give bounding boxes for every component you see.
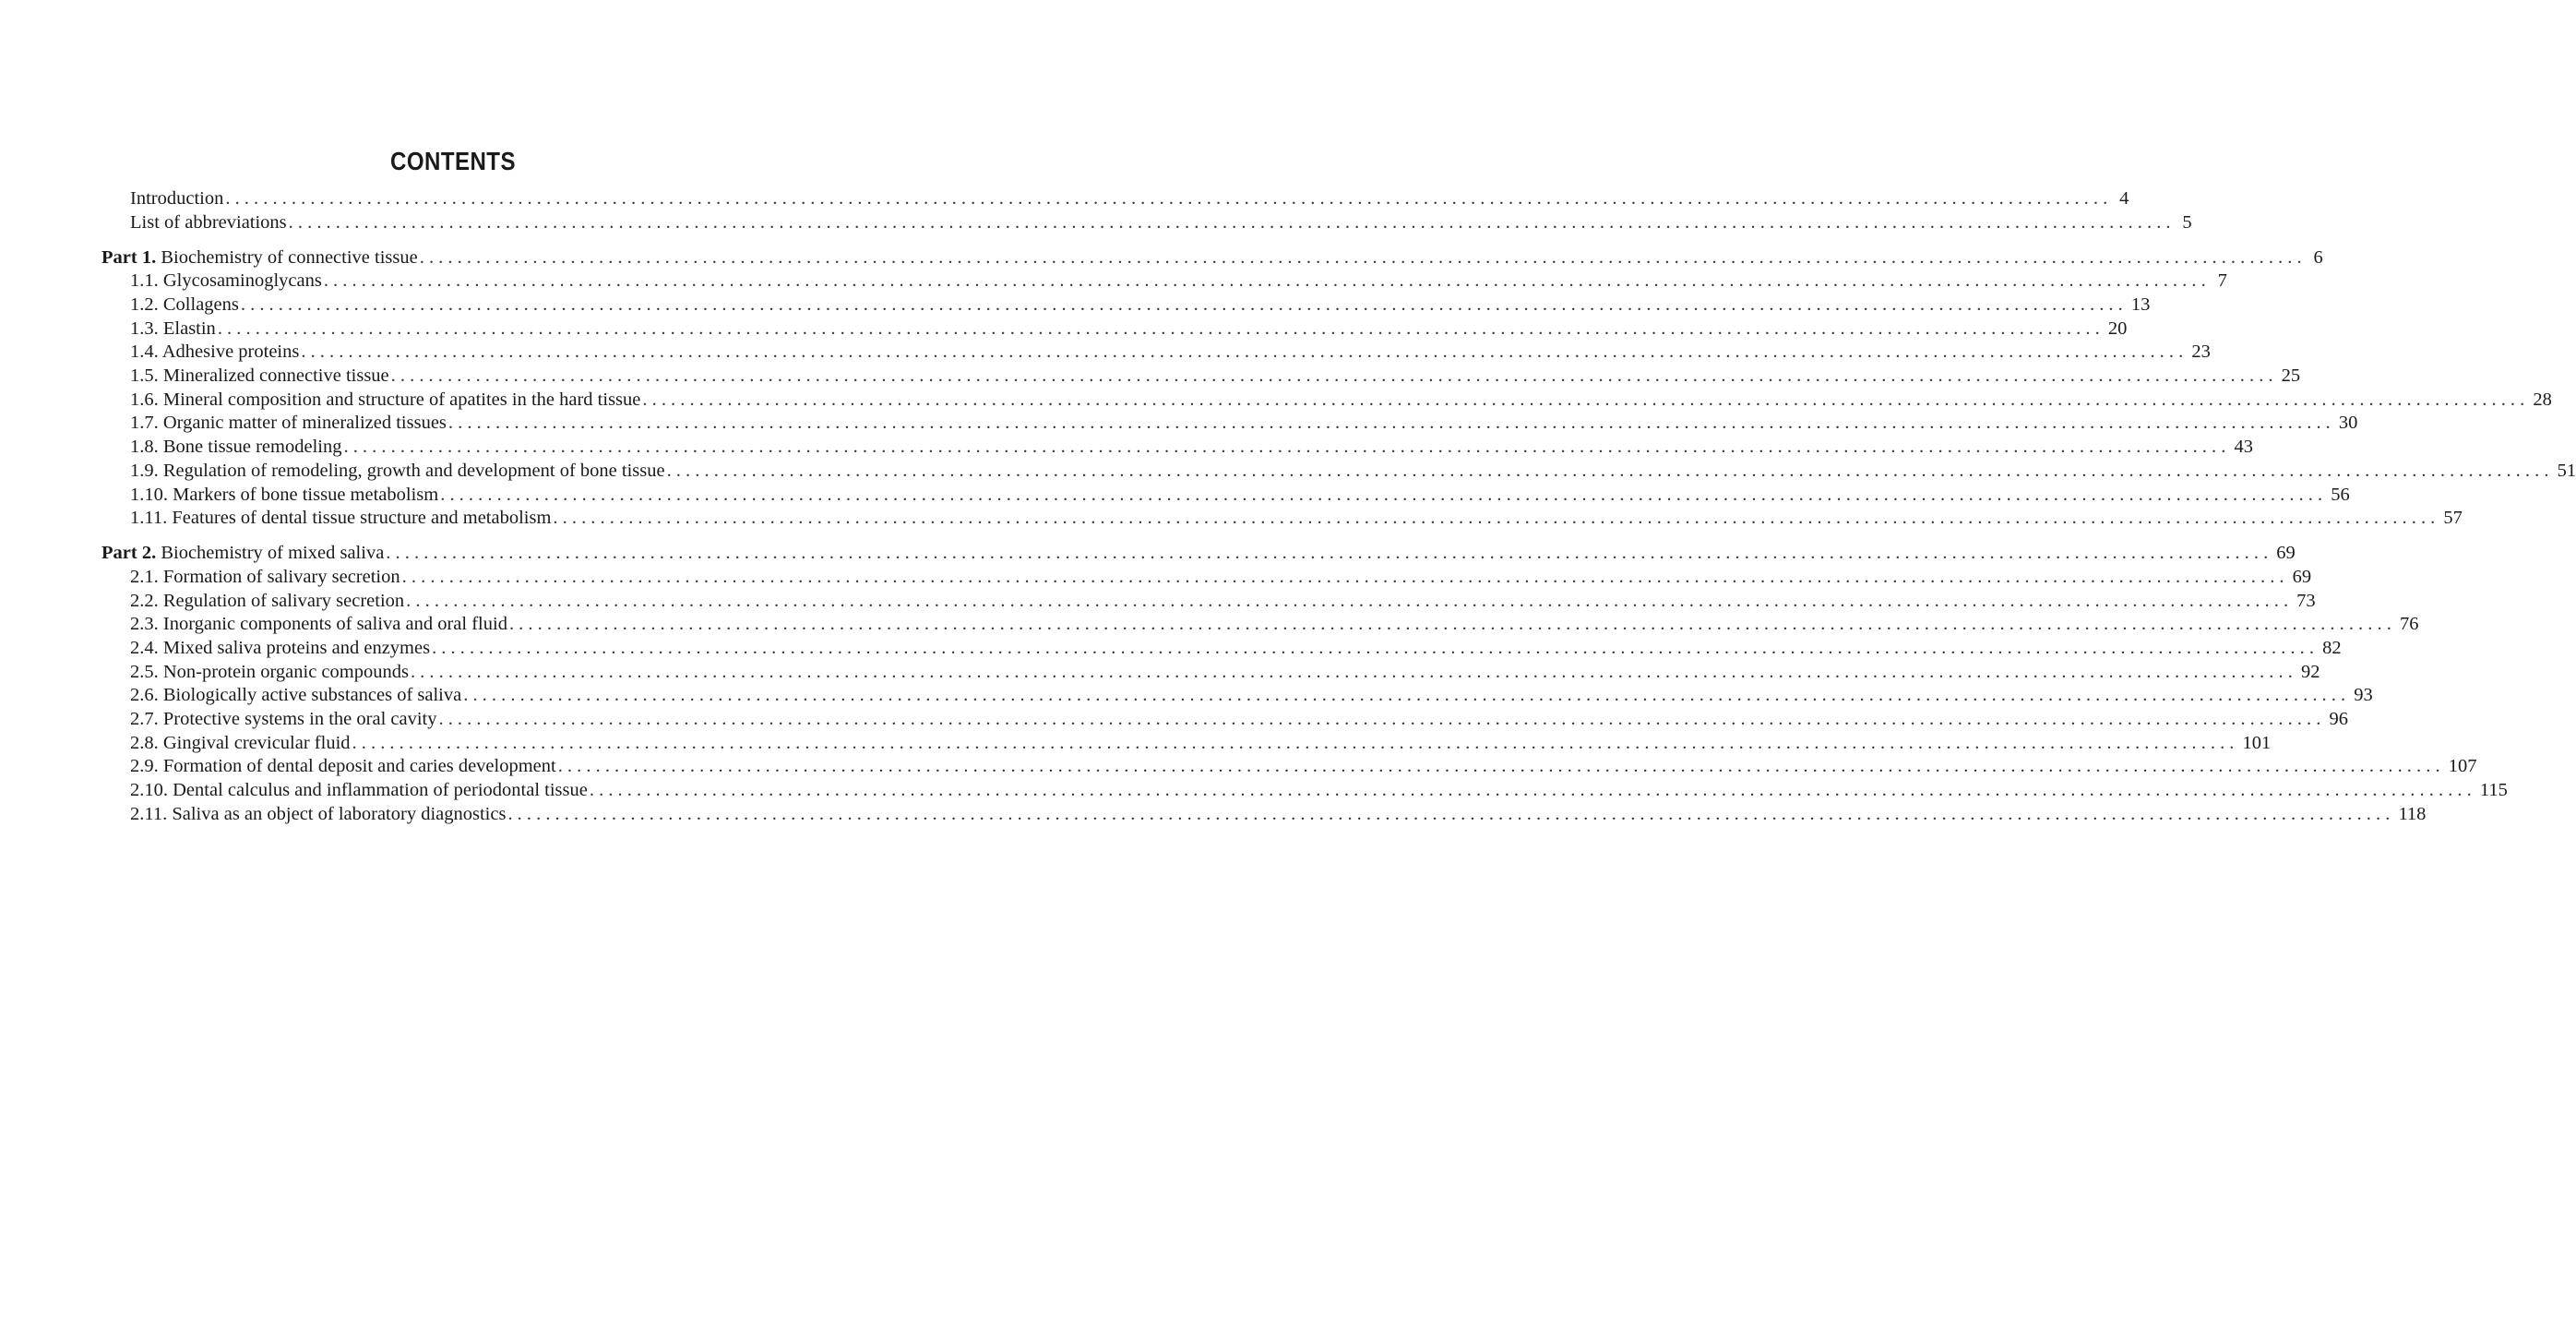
dot-leader: ........................................................................................................................................................................................................ bbox=[217, 318, 2105, 339]
toc-entry-label: 2.2. Regulation of salivary secretion bbox=[130, 590, 405, 611]
toc-entry[interactable] bbox=[101, 803, 2427, 827]
toc-entry-label: 1.10. Markers of bone tissue metabolism bbox=[130, 484, 439, 505]
toc-entry[interactable] bbox=[101, 708, 2348, 732]
toc-page-number: 6 bbox=[2313, 246, 2323, 268]
dot-leader: ........................................................................................................................................................................................................ bbox=[390, 365, 2278, 387]
toc-entry-label: 2.8. Gingival crevicular fluid bbox=[130, 732, 351, 753]
toc-page-number: 92 bbox=[2300, 661, 2320, 682]
toc-entry-label: 1.3. Elastin bbox=[130, 318, 216, 339]
toc-page-number: 96 bbox=[2329, 709, 2348, 730]
toc-page-number: 43 bbox=[2234, 437, 2253, 458]
toc-page-number: 73 bbox=[2296, 590, 2316, 611]
toc-entry-label: 1.1. Glycosaminoglycans bbox=[130, 270, 322, 292]
part-number: Part 2. bbox=[101, 543, 157, 564]
toc-entry[interactable] bbox=[101, 779, 2508, 803]
toc-entry-label: 1.4. Adhesive proteins bbox=[130, 341, 300, 363]
toc-entry-label: Part 1. Biochemistry of connective tissue bbox=[101, 246, 418, 268]
toc-entry-label: 1.11. Features of dental tissue structure and metabolism bbox=[130, 508, 552, 529]
dot-leader: ........................................................................................................................................................................................................ bbox=[507, 803, 2395, 824]
toc-entry-label: 1.6. Mineral composition and structure of apatites in the hard tissue bbox=[130, 389, 641, 410]
toc-entry[interactable] bbox=[101, 460, 2576, 484]
dot-leader: ........................................................................................................................................................................................................ bbox=[432, 637, 2320, 658]
toc-entry[interactable] bbox=[101, 684, 2373, 708]
toc-page-number: 51 bbox=[2557, 460, 2576, 481]
toc-entry-label: 1.8. Bone tissue remodeling bbox=[130, 437, 342, 458]
toc-entry[interactable] bbox=[101, 613, 2419, 637]
page-title: CONTENTS bbox=[390, 147, 516, 175]
dot-leader: ........................................................................................................................................................................................................ bbox=[438, 709, 2326, 730]
toc-entry[interactable] bbox=[101, 294, 2151, 318]
dot-leader: ........................................................................................................................................................................................................ bbox=[557, 756, 2445, 777]
toc-entry[interactable] bbox=[101, 637, 2342, 661]
toc-entry[interactable] bbox=[101, 341, 2211, 365]
toc-page-number: 56 bbox=[2331, 484, 2350, 505]
dot-leader: ........................................................................................................................................................................................................ bbox=[225, 188, 2113, 209]
toc-entry[interactable] bbox=[101, 732, 2272, 756]
toc-entry-label: List of abbreviations bbox=[130, 211, 287, 233]
toc-page-number: 69 bbox=[2276, 543, 2296, 564]
toc-entry-label: Part 2. Biochemistry of mixed saliva bbox=[101, 543, 385, 564]
toc-page-number: 4 bbox=[2119, 188, 2129, 209]
toc-entry[interactable] bbox=[101, 566, 2312, 590]
toc-entry-label: 2.6. Biologically active substances of saliva bbox=[130, 685, 462, 706]
dot-leader: ........................................................................................................................................................................................................ bbox=[666, 460, 2554, 481]
table-of-contents bbox=[101, 187, 2576, 826]
toc-entry[interactable] bbox=[101, 389, 2552, 413]
toc-page-number: 7 bbox=[2217, 270, 2227, 292]
dot-leader: ........................................................................................................................................................................................................ bbox=[553, 508, 2440, 529]
toc-entry-label: 2.1. Formation of salivary secretion bbox=[130, 566, 400, 587]
dot-leader: ........................................................................................................................................................................................................ bbox=[301, 341, 2188, 363]
toc-page-number: 76 bbox=[2399, 614, 2419, 635]
toc-page-number: 101 bbox=[2242, 732, 2272, 753]
toc-entry-label: 1.5. Mineralized connective tissue bbox=[130, 365, 389, 387]
toc-entry[interactable] bbox=[101, 507, 2463, 531]
toc-page-number: 28 bbox=[2533, 389, 2552, 410]
toc-entry-label: 2.5. Non-protein organic compounds bbox=[130, 661, 409, 682]
toc-entry[interactable] bbox=[101, 318, 2128, 341]
toc-page-number: 82 bbox=[2322, 637, 2342, 658]
toc-page-number: 13 bbox=[2130, 294, 2151, 316]
toc-entry[interactable] bbox=[101, 661, 2320, 685]
dot-leader: ........................................................................................................................................................................................................ bbox=[323, 270, 2211, 292]
toc-part-heading[interactable] bbox=[101, 246, 2323, 270]
toc-entry-label: 1.2. Collagens bbox=[130, 294, 239, 316]
toc-entry-label: 2.4. Mixed saliva proteins and enzymes bbox=[130, 637, 431, 658]
toc-page-number: 93 bbox=[2354, 685, 2373, 706]
toc-part-heading[interactable] bbox=[101, 542, 2296, 566]
toc-page-number: 57 bbox=[2443, 508, 2463, 529]
toc-entry[interactable] bbox=[101, 436, 2253, 460]
toc-page-number: 30 bbox=[2338, 413, 2358, 434]
toc-entry-label: 1.9. Regulation of remodeling, growth and development of bone tissue bbox=[130, 460, 665, 481]
toc-page-number: 25 bbox=[2281, 365, 2301, 387]
dot-leader: ........................................................................................................................................................................................................ bbox=[352, 732, 2239, 753]
toc-entry[interactable] bbox=[101, 365, 2301, 389]
toc-entry-label: 2.9. Formation of dental deposit and caries development bbox=[130, 756, 556, 777]
toc-entry-label: 2.7. Protective systems in the oral cavity bbox=[130, 709, 437, 730]
toc-entry-label: 2.3. Inorganic components of saliva and oral fluid bbox=[130, 614, 507, 635]
toc-entry[interactable] bbox=[101, 412, 2358, 436]
dot-leader: ........................................................................................................................................................................................................ bbox=[419, 246, 2307, 268]
toc-entry[interactable] bbox=[101, 211, 2192, 235]
toc-entry-label: 1.7. Organic matter of mineralized tissues bbox=[130, 413, 447, 434]
toc-entry[interactable] bbox=[101, 187, 2129, 211]
dot-leader: ........................................................................................................................................................................................................ bbox=[589, 780, 2476, 801]
toc-entry[interactable] bbox=[101, 270, 2227, 294]
dot-leader: ........................................................................................................................................................................................................ bbox=[440, 484, 2328, 505]
dot-leader: ........................................................................................................................................................................................................ bbox=[386, 543, 2273, 564]
dot-leader: ........................................................................................................................................................................................................ bbox=[406, 590, 2294, 611]
toc-entry[interactable] bbox=[101, 755, 2477, 779]
toc-page-number: 23 bbox=[2191, 341, 2211, 363]
toc-entry-label: 2.10. Dental calculus and inflammation of periodontal tissue bbox=[130, 780, 588, 801]
dot-leader: ........................................................................................................................................................................................................ bbox=[401, 566, 2289, 587]
dot-leader: ........................................................................................................................................................................................................ bbox=[240, 294, 2128, 316]
toc-entry-label: 2.11. Saliva as an object of laboratory diagnostics bbox=[130, 803, 507, 824]
dot-leader: ........................................................................................................................................................................................................ bbox=[343, 437, 2231, 458]
toc-entry-label: Introduction bbox=[130, 188, 224, 209]
dot-leader: ........................................................................................................................................................................................................ bbox=[288, 211, 2176, 233]
toc-page-number: 115 bbox=[2479, 780, 2508, 801]
toc-page-number: 107 bbox=[2448, 756, 2477, 777]
toc-page-number: 118 bbox=[2398, 803, 2427, 824]
toc-entry[interactable] bbox=[101, 590, 2316, 614]
dot-leader: ........................................................................................................................................................................................................ bbox=[447, 413, 2335, 434]
dot-leader: ........................................................................................................................................................................................................ bbox=[410, 661, 2297, 682]
toc-entry[interactable] bbox=[101, 484, 2350, 508]
dot-leader: ........................................................................................................................................................................................................ bbox=[642, 389, 2530, 410]
toc-page-number: 69 bbox=[2292, 566, 2312, 587]
toc-page-number: 20 bbox=[2107, 318, 2128, 339]
part-number: Part 1. bbox=[101, 246, 157, 268]
dot-leader: ........................................................................................................................................................................................................ bbox=[508, 614, 2396, 635]
dot-leader: ........................................................................................................................................................................................................ bbox=[463, 685, 2351, 706]
toc-page-number: 5 bbox=[2182, 211, 2192, 233]
